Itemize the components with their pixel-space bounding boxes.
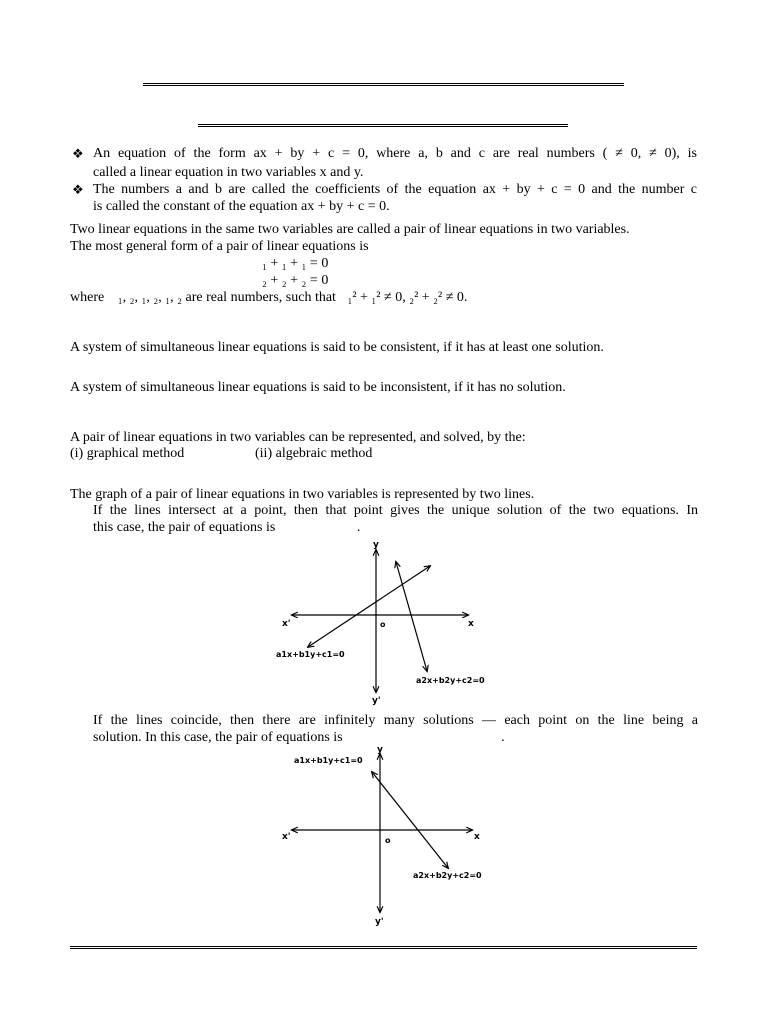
graph-intro: The graph of a pair of linear equations in two variables is represented by two lines. [70, 487, 535, 502]
case-intersect-line-1: If the lines intersect at a point, then that point gives the unique solution of the two equations. In [93, 503, 698, 518]
methods-intro: A pair of linear equations in two variables can be represented, and solved, by the: [70, 430, 526, 445]
x-axis-label: x [468, 619, 474, 629]
bullet-1-line-1: An equation of the form ax + by + c = 0, where a, b and c are real numbers ( ≠ 0, ≠ 0), is [93, 146, 697, 161]
where-clause [70, 289, 467, 306]
coincident-line [372, 772, 448, 868]
consistent-definition: A system of simultaneous linear equations is said to be consistent, if it has at least one solution. [70, 340, 604, 355]
line-1-label: a1x+b1y+c1=0 [294, 756, 363, 765]
where-subscripts: ₁, ₂, ₁, ₂, ₁, ₂ [117, 290, 182, 305]
footer-rule [70, 946, 697, 949]
header-rule-top [143, 83, 624, 86]
x-neg-label: x' [282, 619, 291, 629]
pair-intro-line-2: The most general form of a pair of linear equations is [70, 239, 369, 254]
line-1-label: a1x+b1y+c1=0 [276, 650, 345, 659]
case-intersect-text: this case, the pair of equations is [93, 520, 276, 535]
general-equation-1: ₁ + ₁ + ₁ = 0 [262, 256, 329, 271]
y-axis-label: y [377, 745, 383, 755]
bullet-2-line-2: is called the constant of the equation ax + by + c = 0. [93, 199, 390, 214]
y-neg-label: y' [375, 917, 384, 927]
bullet-icon: ❖ [72, 182, 84, 197]
case-intersect-line-2 [93, 519, 360, 536]
case-coincide-text: solution. In this case, the pair of equations is [93, 730, 343, 745]
figure-coincident-lines [272, 742, 492, 932]
y-neg-label: y' [372, 696, 381, 706]
x-axis-label: x [474, 832, 480, 842]
bullet-2-line-1: The numbers a and b are called the coefficients of the equation ax + by + c = 0 and the number c [93, 182, 697, 197]
case-intersect-end: . [356, 520, 361, 535]
header-rule-second [198, 124, 568, 127]
origin-label: o [385, 836, 391, 845]
where-condition: ₁² + ₁² ≠ 0, ₂² + ₂² ≠ 0. [347, 290, 468, 305]
pair-intro-line-1: Two linear equations in the same two variables are called a pair of linear equations in two variables. [70, 222, 630, 237]
figure-intersecting-lines [272, 536, 492, 706]
y-axis-label: y [373, 540, 379, 550]
bullet-icon: ❖ [72, 146, 84, 161]
case-coincide-end: . [501, 730, 505, 745]
x-neg-label: x' [282, 832, 291, 842]
general-equation-2: ₂ + ₂ + ₂ = 0 [262, 273, 329, 288]
line-2-label: a2x+b2y+c2=0 [413, 871, 482, 880]
method-graphical: (i) graphical method [70, 446, 185, 461]
case-coincide-line-1: If the lines coincide, then there are infinitely many solutions — each point on the line being a [93, 713, 698, 728]
inconsistent-definition: A system of simultaneous linear equations is said to be inconsistent, if it has no solution. [70, 380, 566, 395]
where-mid: are real numbers, such that [185, 290, 336, 305]
bullet-1-line-2: called a linear equation in two variables x and y. [93, 165, 364, 180]
origin-label: o [380, 620, 386, 629]
line-1 [308, 566, 430, 647]
line-2-label: a2x+b2y+c2=0 [416, 676, 485, 685]
where-lead: where [70, 290, 105, 305]
method-algebraic: (ii) algebraic method [255, 446, 373, 461]
